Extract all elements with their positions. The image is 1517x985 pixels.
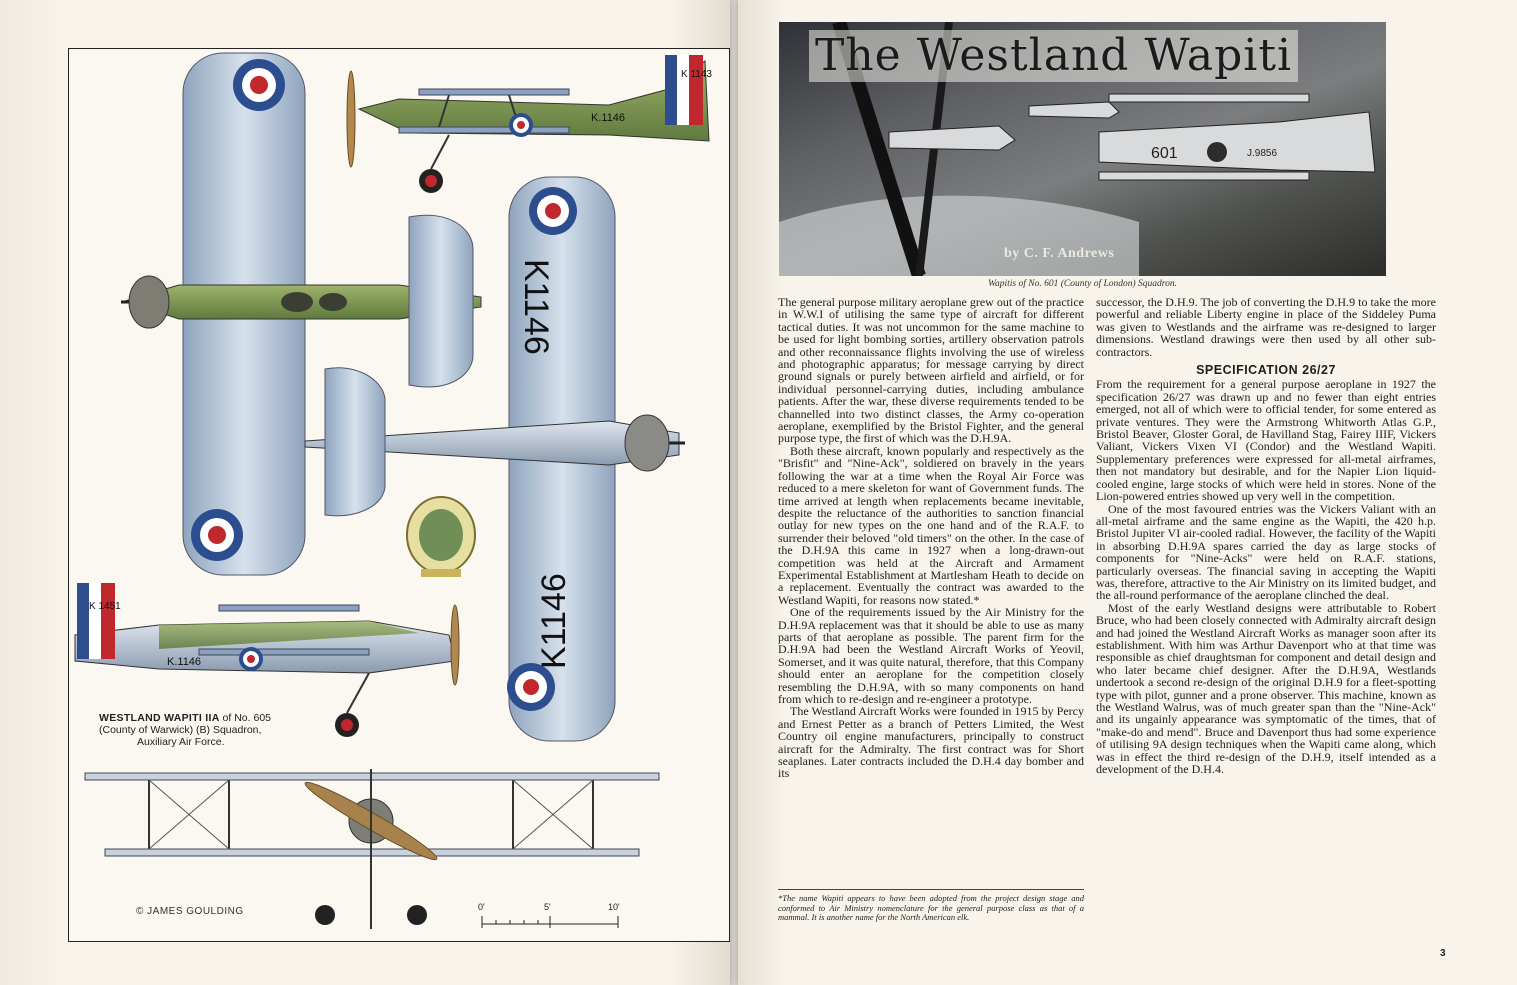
aircraft-illustrations [69, 49, 729, 941]
fin-flag [665, 55, 703, 125]
fin-serial-lower: K 1451 [89, 601, 121, 612]
fin-serial: K 1143 [681, 69, 712, 80]
photo-serial-j9856: J.9856 [1247, 148, 1278, 159]
caption-line-2: (County of Warwick) (B) Squadron, [99, 724, 262, 736]
photo-serial-601: 601 [1151, 145, 1178, 162]
footnote-divider [778, 889, 1084, 890]
footnote: *The name Wapiti appears to have been adopted from the project design stage and conformed to Air Ministry nomenclature for the general purpose class as that of a mammal. It is another name for the North American elk. [778, 893, 1084, 923]
paragraph: The general purpose military aeroplane grew out of the practice in W.W.I of utilising the same type of aircraft for different tactical duties. It was not uncommon for the same machine to be used for light bombing sorties, artillery observation patrols and other reconnaissance flights involving the use of wireless and photographic apparatus; for message carrying by direct ground signals or purely between airfield and airfield, or for individual personnel-carrying duties, including ambulance patients. After the war, these diverse requirements tended to be channelled into two distinct classes, the Army co-operation aeroplane, exemplified by the Bristol Fighter, and the general purpose type, the first of which was the D.H.9A. [778, 295, 1084, 446]
photo-caption: Wapitis of No. 601 (County of London) Squadron. [987, 279, 1178, 289]
caption-line-3: Auxiliary Air Force. [137, 736, 225, 748]
artist-credit: © JAMES GOULDING [136, 906, 244, 917]
illustration-caption [97, 712, 337, 748]
squadron-badge-icon [407, 497, 475, 577]
caption-title: WESTLAND WAPITI IIA [99, 712, 220, 724]
roundel-icon [233, 59, 285, 111]
paragraph: Most of the early Westland designs were attributable to Robert Bruce, who had been closely connected with Admiralty aircraft design and had joined the Westland Aircraft Works as manager soon after its establishment. With him was Arthur Davenport who at that time was responsible as chief draughtsman for component and detail design and who later became chief designer. After the D.H.9A, Westlands undertook a second re-design of the original D.H.9 for a fleet-spotting type with pilot, gunner and a prone observer. This machine, known as the Westland Walrus, was of much greater span than the "Nine-Ack" and its ungainly appearance was symptomatic of the times, that of "make-do and mend". Bruce and Davenport thus had some experience of utilising 9A design techniques when the Wapiti came along, which was in effect the third re-design of the D.H.9, itself intended as a development of the D.H.4. [1096, 600, 1436, 777]
paragraph: successor, the D.H.9. The job of converting the D.H.9 to take the more powerful and reliable Liberty engine in place of the Siddeley Puma was given to Westlands and the airframe was re-designed to larger dimensions. Westland drawings were then used by all other sub-contractors. [1096, 295, 1436, 359]
text-column-1 [778, 296, 1084, 780]
roundel-icon [507, 663, 555, 711]
wing-serial-bottom: K1146 [535, 573, 573, 669]
scale-bar [478, 902, 628, 930]
article-author: by C. F. Andrews [1004, 246, 1115, 261]
roundel-icon [529, 187, 577, 235]
scale-ruler [478, 902, 628, 930]
side-view-green [347, 55, 712, 193]
paragraph: The Westland Aircraft Works were founded in 1915 by Percy and Ernest Petter as a branch of Petters Limited, the West Country oil engine manufacturers, principally to construct aircraft for the Admiralty. The first contract was for Short seaplanes. Later contracts included the D.H.4 day bomber and its [778, 704, 1084, 781]
scale-label-0: 0' [478, 902, 485, 912]
page-number: 3 [1440, 948, 1446, 959]
illustration-frame [68, 48, 730, 942]
wing-serial-top: K1146 [517, 259, 555, 355]
paragraph: Both these aircraft, known popularly and respectively as the "Brisfit" and "Nine-Ack", soldiered on bravely in the years following the war at a time when the Royal Air Force was reduced to a mere skeleton for want of Government funds. The time arrived at length when replacements became inevitable, despite the reluctance of the authorities to sanction financial outlay for new types on the one hand and of the R.A.F. to surrender their beloved "old timers" on the other. In the case of the D.H.9A this came in 1927 when a long-drawn-out competition was held at the Aircraft and Armament Experimental Establishment at Martlesham Heath to decide on a replacement. Eventually the contract was awarded to the Westland Wapiti, for reasons now stated.* [778, 443, 1084, 607]
fuselage-serial: K.1146 [591, 112, 626, 124]
roundel-icon [191, 509, 243, 561]
text-column-2 [1096, 296, 1436, 775]
header-photo [779, 22, 1386, 276]
photo-aircraft [889, 94, 1375, 180]
roundel-icon [239, 647, 263, 671]
scale-label-5: 5' [544, 902, 551, 912]
paragraph: One of the requirements issued by the Air Ministry for the D.H.9A replacement was that it should be able to use as many parts of that aeroplane as possible. The parent firm for the D.H.9A had been the Westland Aircraft Works of Yeovil, Somerset, and it was quite natural, therefore, that this Company should enter an aeroplane for the competition closely resembling the D.H.9A, with so many components on hand from which to re-design and re-engineer a prototype. [778, 605, 1084, 706]
paragraph: From the requirement for a general purpose aeroplane in 1927 the specification 26/27 was drawn up and no fewer than eight entries emerged, not all of which were to official tender, for some entered as private ventures. They were the Armstrong Whitworth Atlas G.P., Bristol Beaver, Gloster Goral, de Havilland Stag, Fairey IIIF, Vickers Valiant, Vickers Vixen VI (Condor) and the Westland Wapiti. Supplementary preferences were expressed for all-metal airframes, then not mandatory but desirable, and for the Napier Lion liquid-cooled engine, large stocks of which were held in stores. None of the Lion-powered entries showed up very well in the competition. [1096, 377, 1436, 504]
caption-title-suffix: of No. 605 [219, 712, 271, 724]
fuselage-serial-lower: K.1146 [167, 656, 202, 668]
roundel-icon [509, 113, 533, 137]
section-heading: SPECIFICATION 26/27 [1196, 363, 1336, 378]
article-title: The Westland Wapiti [809, 30, 1298, 82]
left-page [0, 0, 730, 985]
scale-label-10: 10' [608, 902, 620, 912]
fin-flag [77, 583, 115, 659]
paragraph: One of the most favoured entries was the Vickers Valiant with an all-metal airframe and the same engine as the Wapiti, the 420 h.p. Bristol Jupiter VI air-cooled radial. However, the facility of the Wapiti in absorbing D.H.9A spares carried the day as large stocks of components for "Nine-Acks" were held on R.A.F. stations, particularly overseas. The financial saving in accepting the Wapiti was, therefore, attractive to the Air Ministry on its limited budget, and the all-round performance of the aeroplane clinched the deal. [1096, 501, 1436, 603]
